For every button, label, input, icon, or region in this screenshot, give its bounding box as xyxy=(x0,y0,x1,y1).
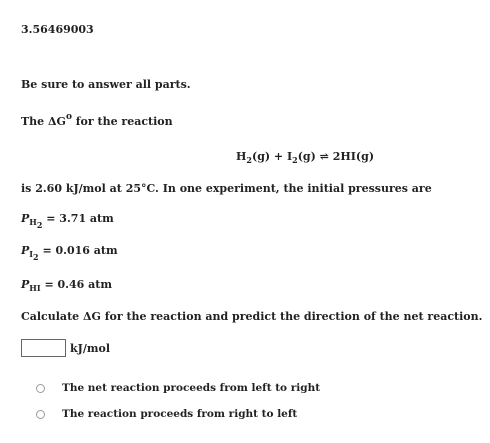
intro-before: The xyxy=(21,115,49,128)
intro-text xyxy=(21,112,173,128)
pressure-hi: $P_{HI} = 0.46$ atm xyxy=(21,278,112,293)
radio-button[interactable] xyxy=(36,410,45,419)
answer-row xyxy=(21,339,110,357)
question-id: 3.56469003 xyxy=(21,23,94,36)
calculate-prompt: Calculate ΔG for the reaction and predict the direction of the net reaction. xyxy=(21,310,483,323)
option-label: The reaction proceeds from right to left xyxy=(62,408,298,420)
option-label: The net reaction proceeds from left to right xyxy=(62,382,321,394)
delta-g-symbol: ΔG xyxy=(82,310,101,323)
statement-text: is 2.60 kJ/mol at 25°C. In one experiment, the initial pressures are xyxy=(21,182,432,195)
instruction-text: Be sure to answer all parts. xyxy=(21,78,191,91)
option-left-to-right[interactable] xyxy=(36,382,320,394)
unit-label: kJ/mol xyxy=(70,341,110,355)
radio-button[interactable] xyxy=(36,384,45,393)
option-right-to-left[interactable] xyxy=(36,408,297,420)
degree-symbol: o xyxy=(65,112,72,122)
pressure-h2: $P_{H_2} = 3.71$ atm xyxy=(21,212,114,230)
intro-after: for the reaction xyxy=(71,115,173,128)
reaction-equation: $H_2(g) + I_2(g)$ ⇌ 2HI(g) xyxy=(236,150,375,165)
delta-g-symbol: ΔG xyxy=(48,115,66,128)
pressure-i2: $P_{I_2} = 0.016$ atm xyxy=(21,244,118,262)
delta-g-answer-input[interactable] xyxy=(21,339,66,357)
